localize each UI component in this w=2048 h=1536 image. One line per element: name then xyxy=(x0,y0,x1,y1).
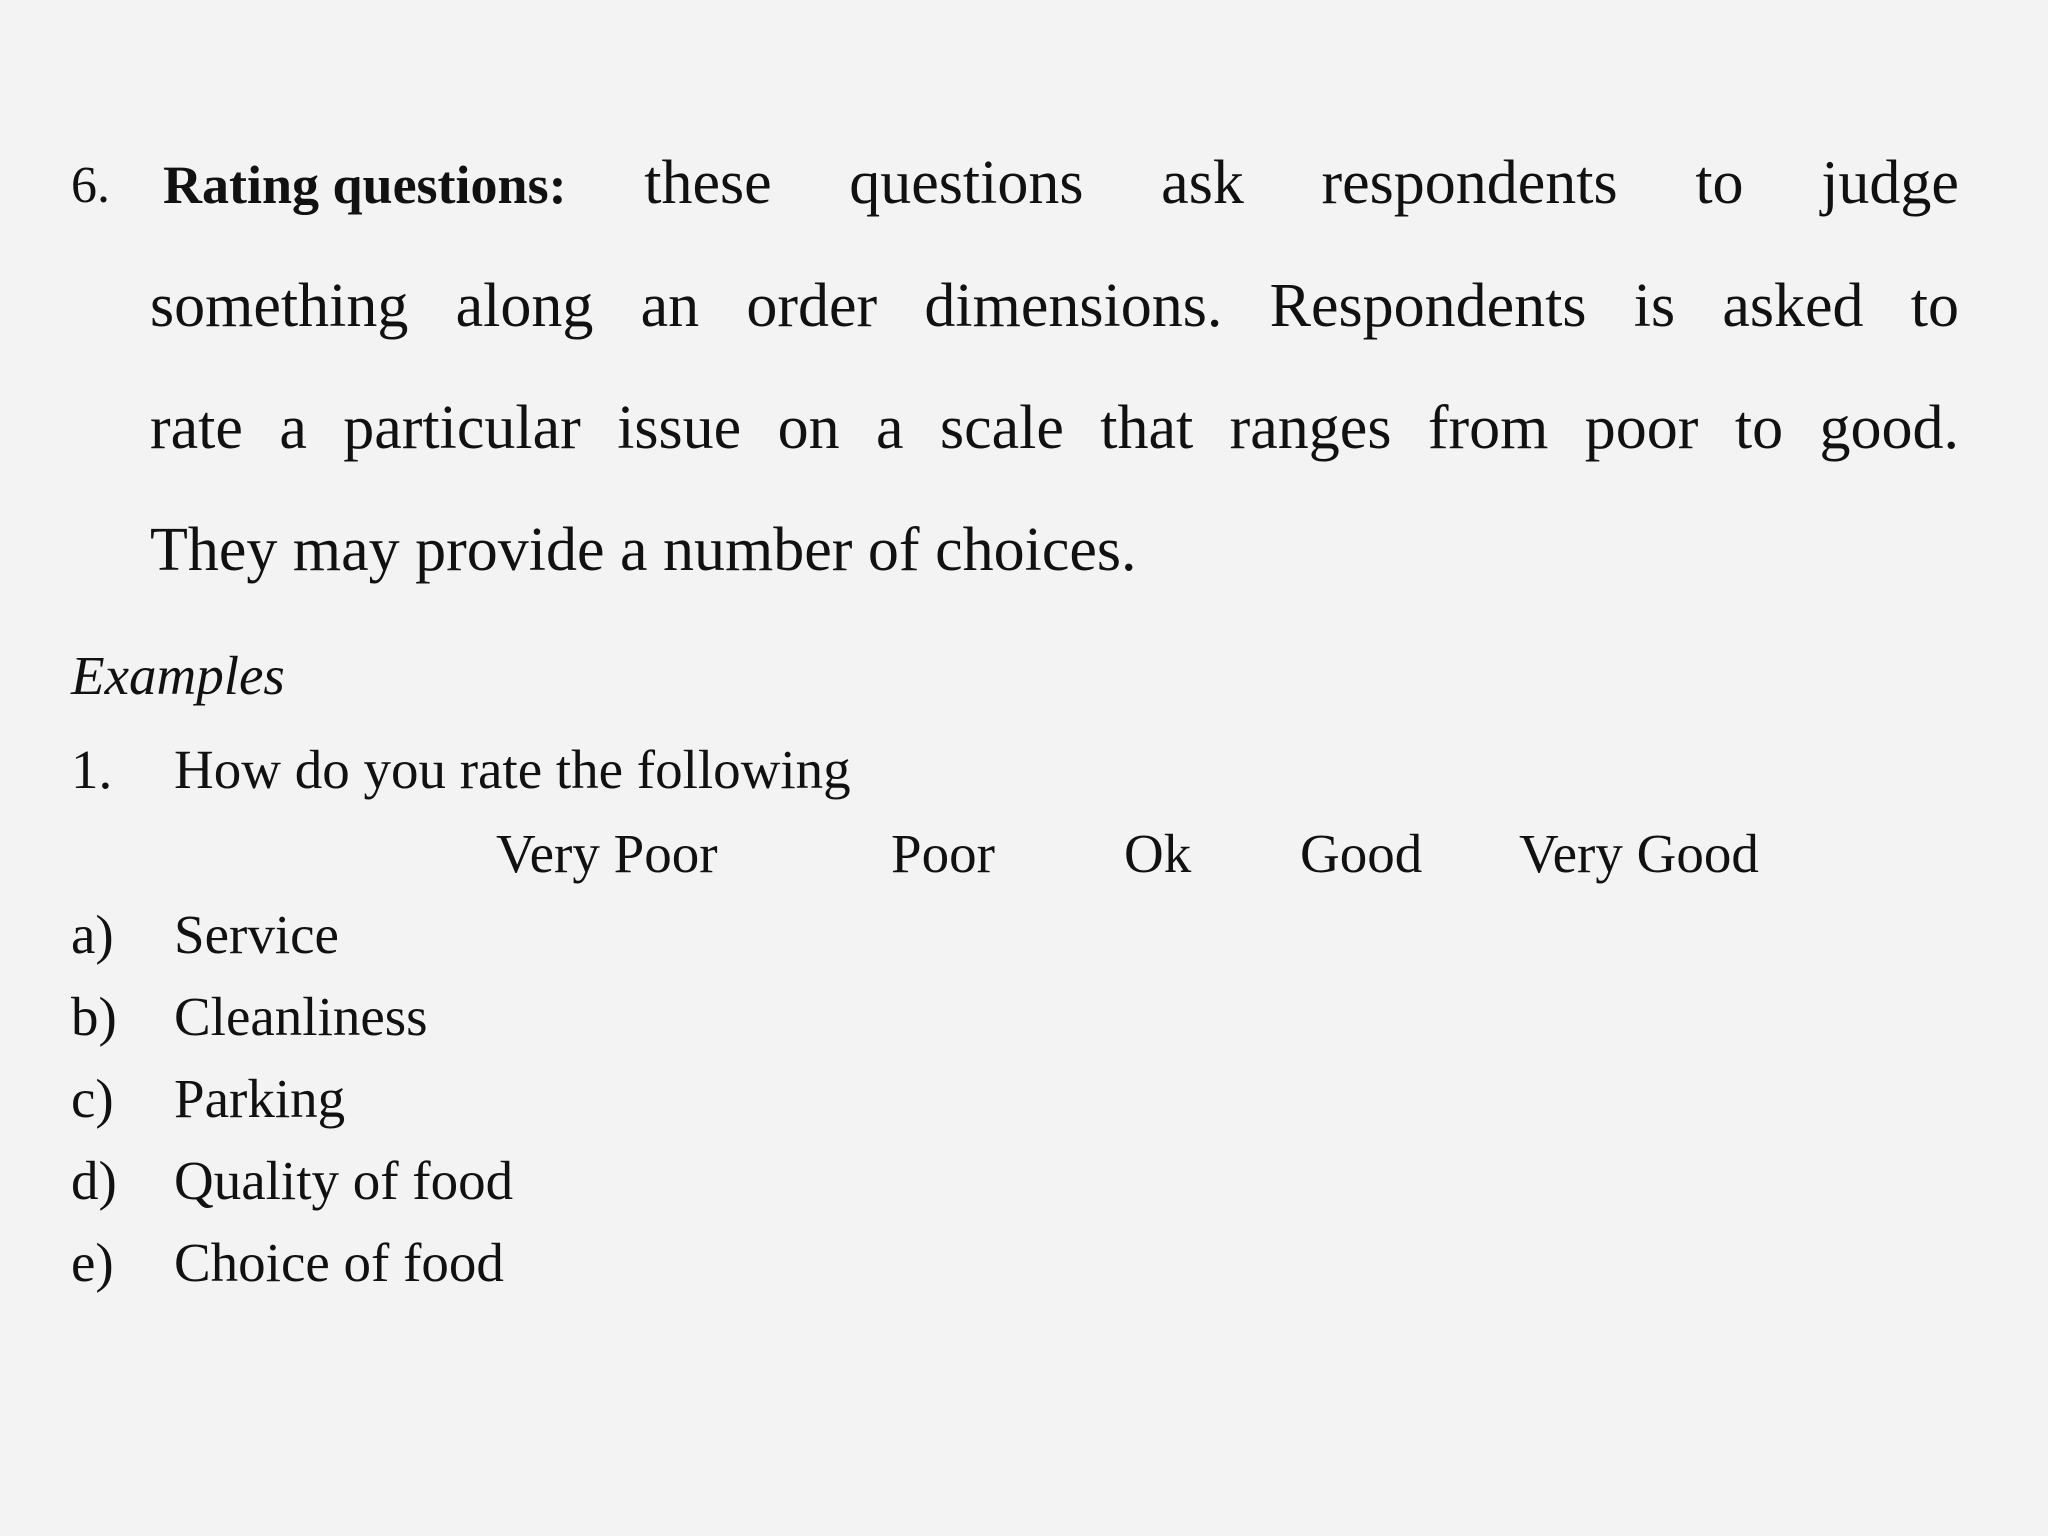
paragraph-line-2: something along an order dimensions. Respondents is asked to xyxy=(150,272,1959,340)
item-marker: a) xyxy=(71,904,114,965)
scale-label-very-poor: Very Poor xyxy=(496,823,718,884)
rating-item xyxy=(71,1063,345,1135)
rating-item xyxy=(71,1145,513,1217)
item-marker: e) xyxy=(71,1232,114,1293)
item-number: 6. xyxy=(71,157,110,214)
word: ask xyxy=(1161,149,1244,217)
item-marker: b) xyxy=(71,986,117,1047)
rating-item xyxy=(71,981,428,1053)
rating-item xyxy=(71,899,339,971)
item-label: Choice of food xyxy=(174,1232,504,1293)
question-number: 1. xyxy=(71,739,113,800)
item-label: Quality of food xyxy=(174,1150,514,1211)
item-label: Cleanliness xyxy=(174,986,428,1047)
rating-question xyxy=(71,734,851,806)
scale-label-ok: Ok xyxy=(1124,823,1192,884)
paragraph-line-1 xyxy=(163,143,1959,225)
scale-label-good: Good xyxy=(1300,823,1423,884)
word: questions xyxy=(849,149,1084,217)
paragraph-line-3: rate a particular issue on a scale that ranges from poor to good. xyxy=(150,394,1959,462)
examples-heading: Examples xyxy=(71,645,285,706)
scale-label-poor: Poor xyxy=(891,823,995,884)
word: to xyxy=(1695,149,1744,217)
word: respondents xyxy=(1321,149,1618,217)
item-label: Parking xyxy=(174,1068,346,1129)
item-label: Service xyxy=(174,904,339,965)
item-marker: d) xyxy=(71,1150,117,1211)
word: judge xyxy=(1821,149,1959,217)
word: these xyxy=(644,149,772,217)
question-text: How do you rate the following xyxy=(174,739,851,800)
rating-questions-heading: Rating questions: xyxy=(163,155,567,215)
item-marker: c) xyxy=(71,1068,114,1129)
scale-label-very-good: Very Good xyxy=(1519,823,1759,884)
paragraph-line-4: They may provide a number of choices. xyxy=(150,516,1137,584)
rating-item xyxy=(71,1227,504,1299)
